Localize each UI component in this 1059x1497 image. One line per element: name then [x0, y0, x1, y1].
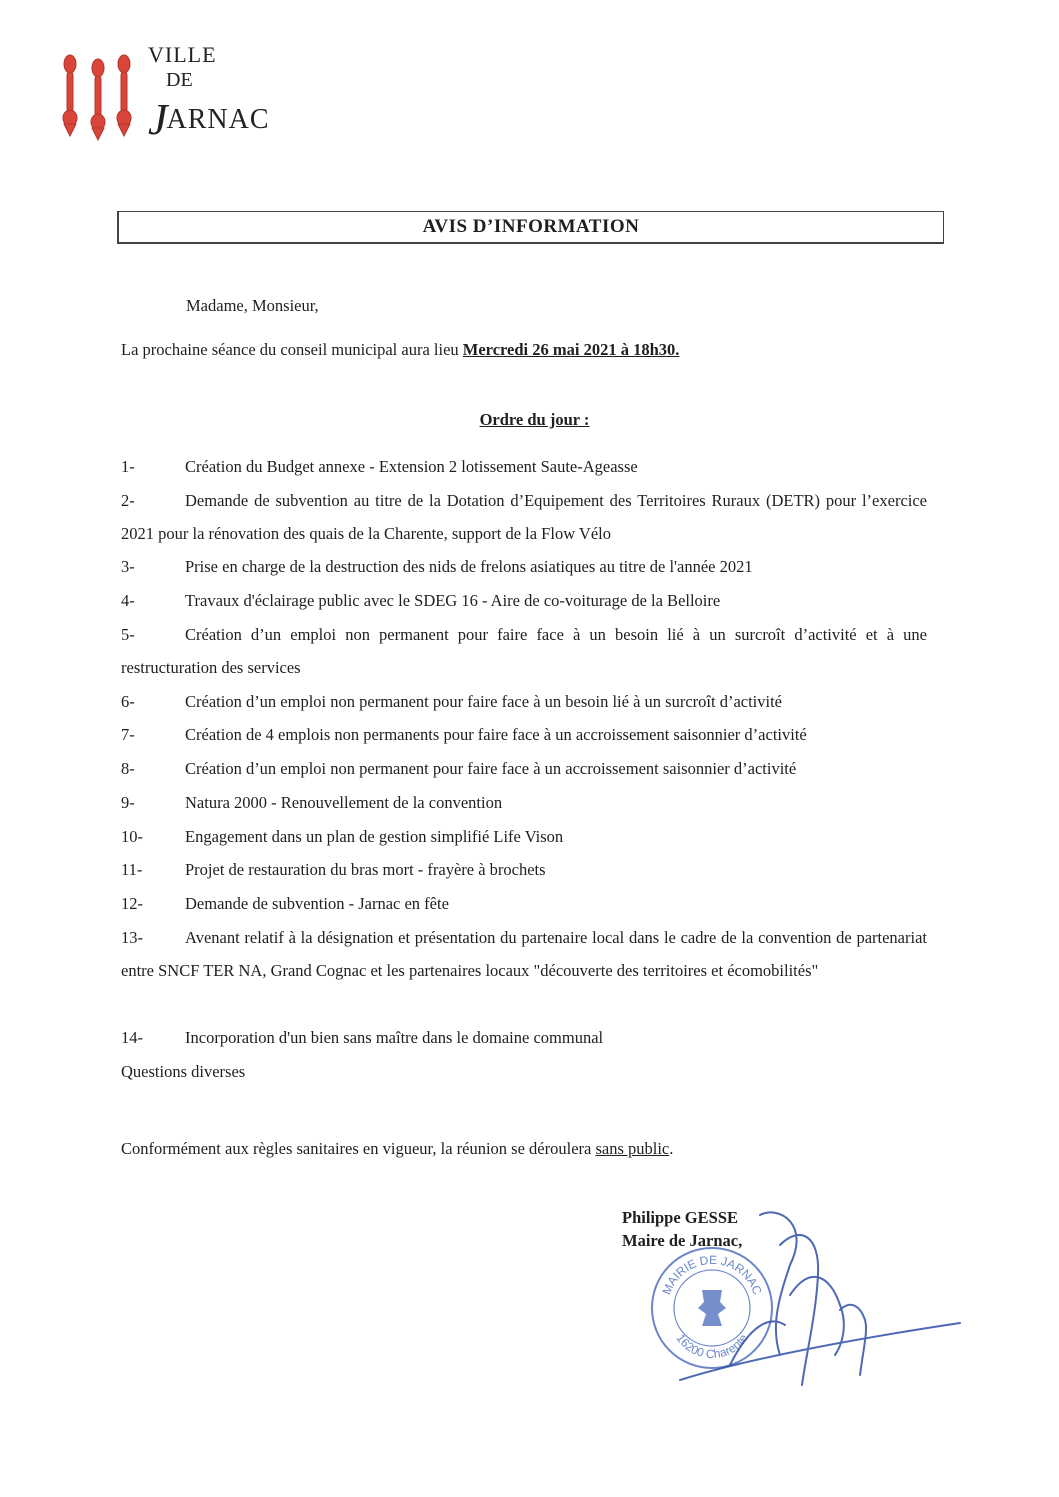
agenda-item-number: 6- [121, 692, 135, 711]
agenda-item-number: 5- [121, 625, 135, 644]
handwritten-signature [580, 1205, 980, 1395]
closing-emphasis: sans public [595, 1139, 670, 1158]
signatory-role: Maire de Jarnac, [622, 1231, 743, 1250]
stamp-top-text: MAIRIE DE JARNAC [659, 1252, 765, 1297]
logo-wordmark [148, 42, 270, 144]
misc-questions-text: Questions diverses [121, 1062, 246, 1081]
agenda-item [121, 786, 927, 819]
agenda-item-number: 13- [121, 928, 143, 947]
agenda-heading: Ordre du jour : [479, 410, 590, 429]
logo-line-jarnac [148, 92, 270, 144]
agenda-item-number: 4- [121, 591, 135, 610]
agenda-item-text: Natura 2000 - Renouvellement de la convention [185, 793, 503, 812]
agenda-item-text: Incorporation d'un bien sans maître dans le domaine communal [185, 1028, 604, 1047]
fish-emblem-icon [52, 52, 148, 144]
notice-title: AVIS D’INFORMATION [422, 216, 640, 237]
meeting-date: Mercredi 26 mai 2021 à 18h30. [462, 340, 680, 359]
agenda-item-text: Création de 4 emplois non permanents pour faire face à un accroissement saisonnier d’activité [185, 725, 807, 744]
logo-line-ville: VILLE [148, 42, 217, 67]
agenda-item [121, 820, 927, 853]
agenda-item-text: Création d’un emploi non permanent pour faire face à un besoin lié à un surcroît d’activité et à une restructuration des services [121, 625, 927, 677]
agenda-item-number: 8- [121, 759, 135, 778]
agenda-item-number: 12- [121, 894, 143, 913]
logo-rest: ARNAC [166, 104, 270, 135]
logo-initial: J [148, 95, 169, 144]
intro-paragraph [121, 340, 679, 360]
agenda-item-number: 10- [121, 827, 143, 846]
town-logo [52, 42, 270, 144]
agenda-item-number: 9- [121, 793, 135, 812]
agenda-item-number: 14- [121, 1028, 143, 1047]
agenda-item-number: 11- [121, 860, 143, 879]
signatory-name: Philippe GESSE [622, 1208, 739, 1227]
intro-text: La prochaine séance du conseil municipal aura lieu [121, 340, 463, 359]
closing-end: . [669, 1139, 674, 1158]
agenda-item-text: Demande de subvention - Jarnac en fête [185, 894, 449, 913]
agenda-item [121, 752, 927, 785]
agenda-item-number: 3- [121, 557, 135, 576]
agenda-item-number: 2- [121, 491, 135, 510]
agenda-item [121, 450, 927, 483]
agenda-item-number: 7- [121, 725, 135, 744]
agenda-item-text: Création du Budget annexe - Extension 2 lotissement Saute-Ageasse [185, 457, 638, 476]
agenda-item-text: Création d’un emploi non permanent pour faire face à un besoin lié à un surcroît d’activité [185, 692, 782, 711]
agenda-item-text: Prise en charge de la destruction des nids de frelons asiatiques au titre de l'année 2021 [185, 557, 753, 576]
agenda-item-text: Demande de subvention au titre de la Dotation d’Equipement des Territoires Ruraux (DETR) pour l’exercice 2021 pour la rénovation des quais de la Charente, support de la Flow Vélo [121, 491, 927, 543]
notice-title-box [117, 211, 944, 244]
agenda-item-text: Création d’un emploi non permanent pour faire face à un accroissement saisonnier d’activité [185, 759, 797, 778]
agenda-item [121, 484, 927, 550]
stamp-bottom-text: 16200 Charente [673, 1331, 751, 1362]
agenda-item [121, 550, 927, 583]
agenda-item-text: Projet de restauration du bras mort - frayère à brochets [185, 860, 546, 879]
closing-text: Conformément aux règles sanitaires en vigueur, la réunion se déroulera [121, 1139, 596, 1158]
agenda-item [121, 584, 927, 617]
agenda-item [121, 853, 927, 886]
agenda-item-text: Travaux d'éclairage public avec le SDEG 16 - Aire de co-voiturage de la Belloire [185, 591, 721, 610]
misc-questions [121, 1055, 927, 1088]
agenda-item [121, 887, 927, 920]
logo-line-de: DE [166, 69, 193, 91]
agenda-item [121, 718, 927, 751]
greeting: Madame, Monsieur, [186, 296, 319, 315]
agenda-item [121, 921, 927, 987]
agenda-item-text: Engagement dans un plan de gestion simplifié Life Vison [185, 827, 564, 846]
agenda-item [121, 1021, 927, 1054]
agenda-item-number: 1- [121, 457, 135, 476]
closing-paragraph [121, 1139, 673, 1159]
agenda-item [121, 618, 927, 684]
agenda-item-text: Avenant relatif à la désignation et présentation du partenaire local dans le cadre de la convention de partenariat entre SNCF TER NA, Grand Cognac et les partenaires locaux "découverte des territoires et écomobilités" [121, 928, 927, 980]
agenda-item [121, 685, 927, 718]
